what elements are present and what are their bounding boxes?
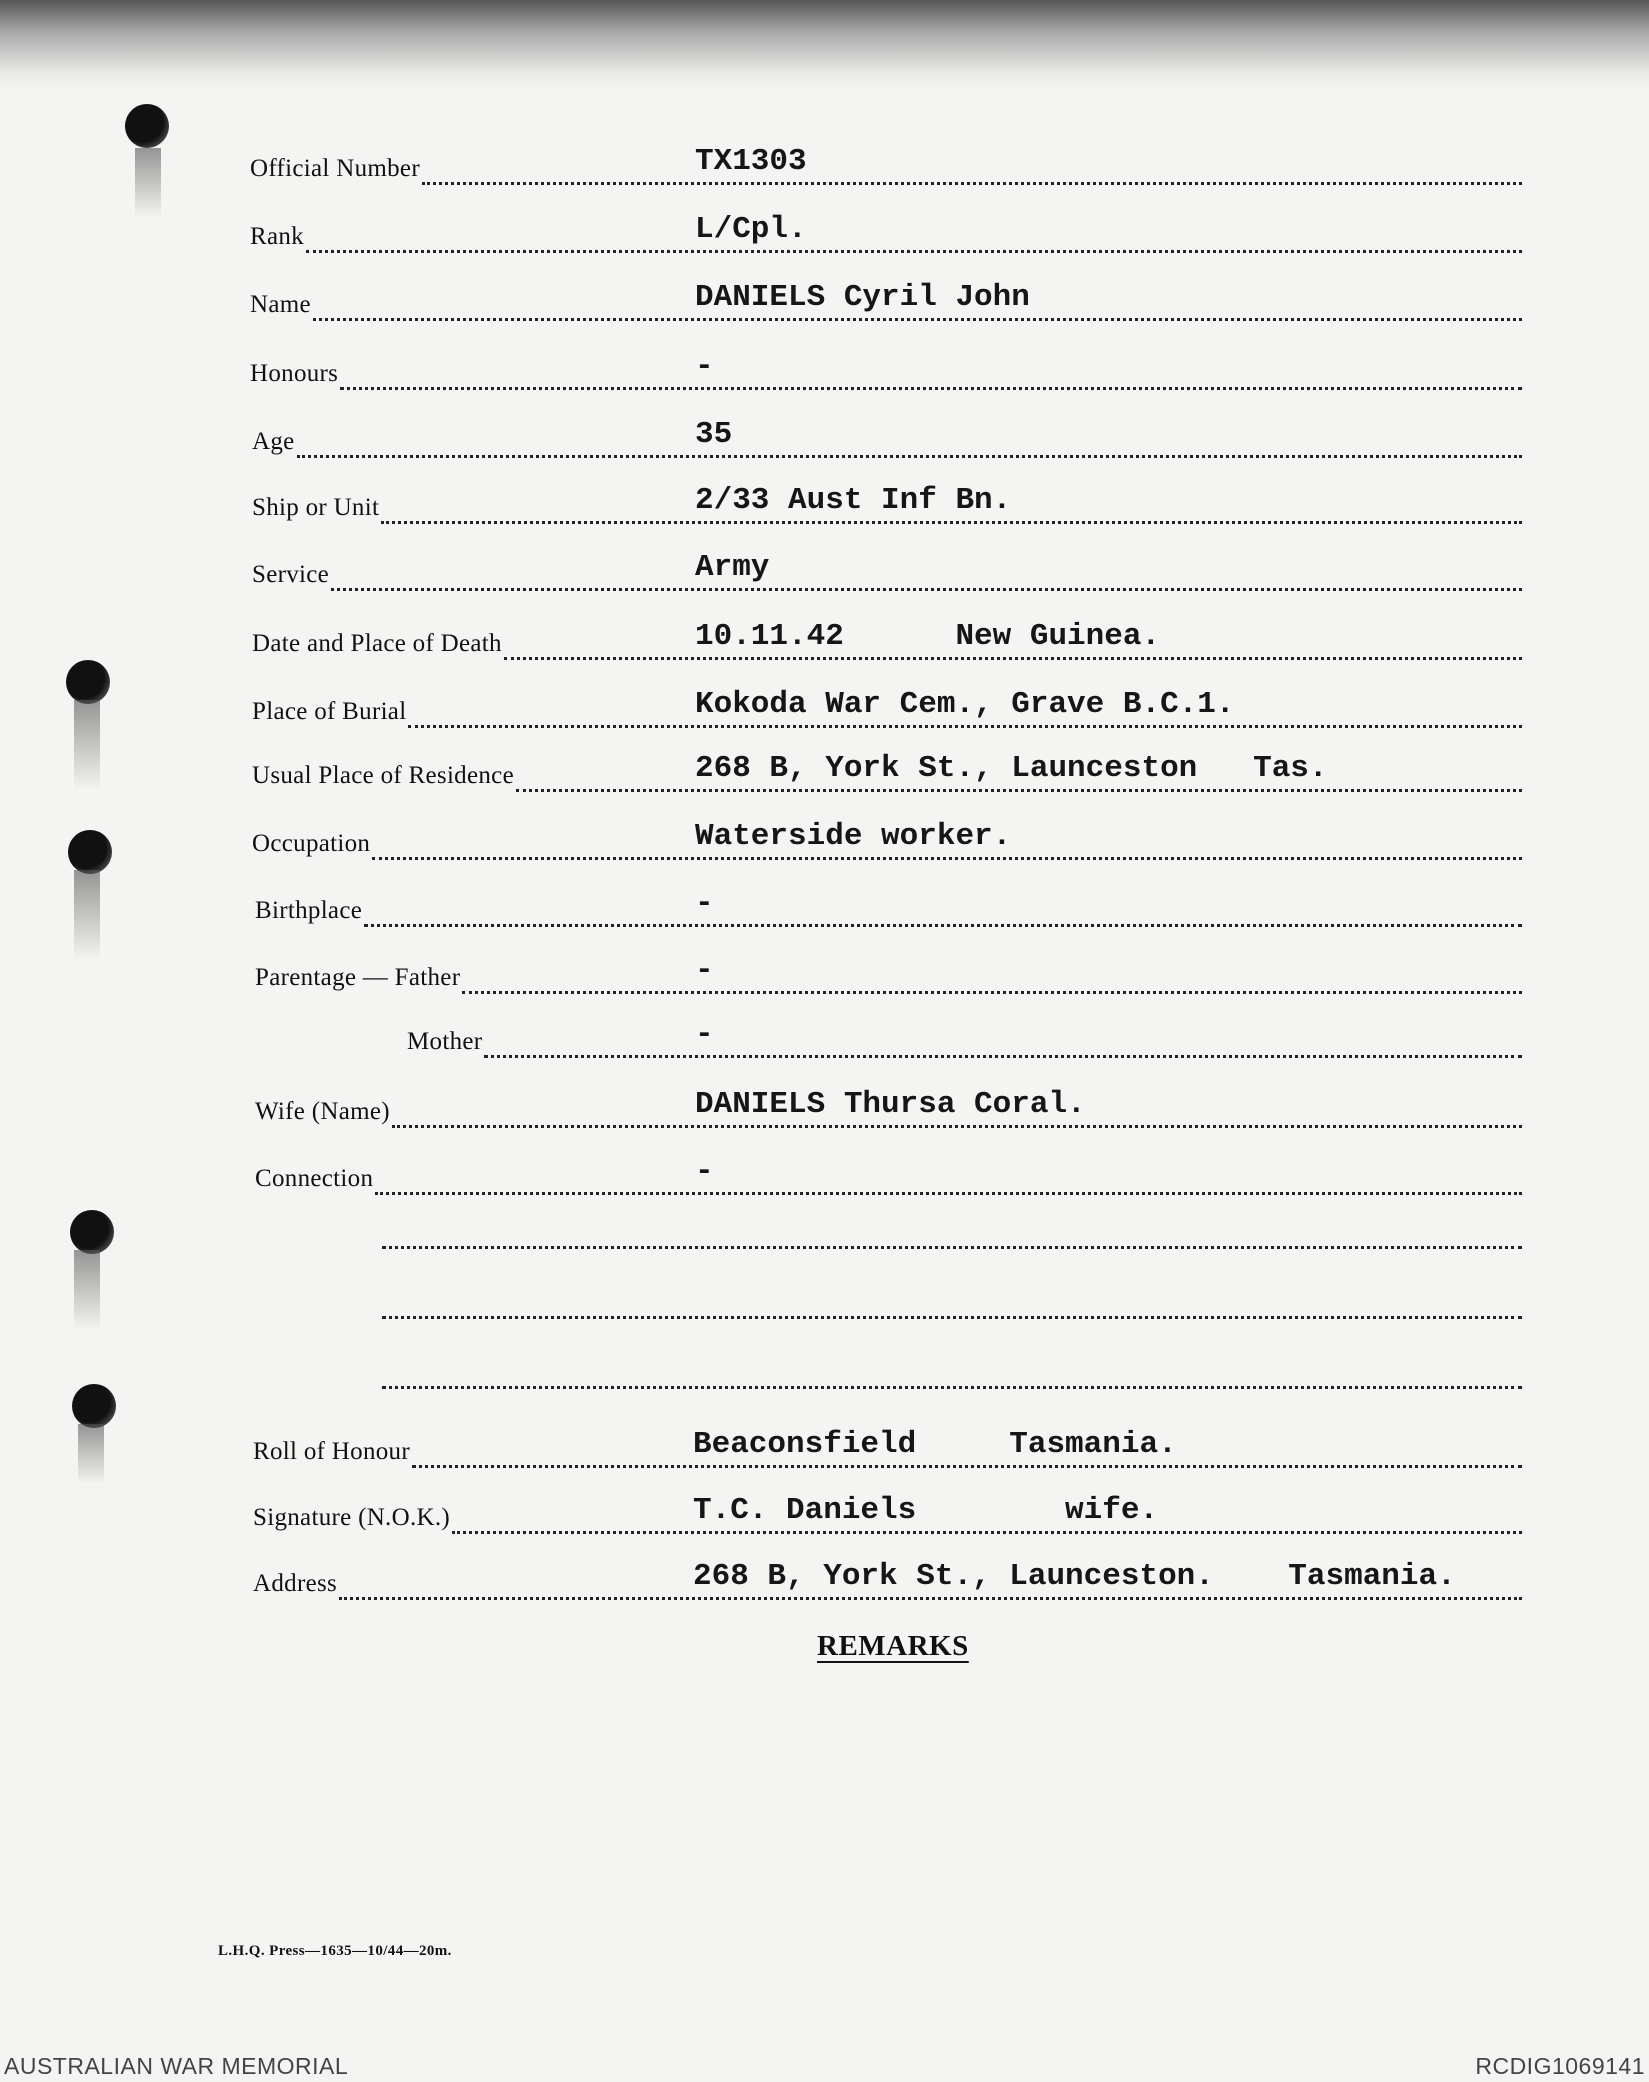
field-label: Name [250,291,311,318]
dotted-leader [340,383,1522,390]
form-row [250,620,1522,660]
field-label: Birthplace [255,897,363,924]
field-label: Place of Burial [252,698,407,725]
field-label: Age [252,428,295,455]
form-row [250,551,1522,591]
field-value: 2/33 Aust Inf Bn. [695,483,1012,518]
form-row [250,1560,1522,1600]
field-value: Beaconsfield Tasmania. [693,1427,1177,1462]
dotted-leader [306,246,1522,253]
punch-hole-streak [78,1424,104,1484]
printer-note: L.H.Q. Press—1635—10/44—20m. [218,1943,452,1959]
dotted-leader [504,653,1522,660]
form-row [250,484,1522,524]
field-value: DANIELS Thursa Coral. [695,1087,1086,1122]
blank-dotted-line [382,1242,1522,1249]
form-row [250,1018,1522,1058]
form-row [250,820,1522,860]
punch-hole-streak [74,700,100,790]
punch-hole [66,660,110,704]
dotted-leader [364,920,1522,927]
field-value: - [695,1154,714,1189]
form-row [250,1155,1522,1195]
dotted-leader [381,517,1522,524]
dotted-leader [339,1593,1522,1600]
punch-hole [72,1384,116,1428]
blank-dotted-line [382,1312,1522,1319]
field-value: TX1303 [695,144,807,179]
field-label: Official Number [250,155,420,182]
field-value: 35 [695,417,733,452]
footer-record-id: RCDIG1069141 [1475,2053,1645,2079]
dotted-leader [408,721,1522,728]
field-label: Honours [250,360,339,387]
dotted-leader [313,314,1522,321]
punch-hole [68,830,112,874]
field-label: Signature (N.O.K.) [253,1504,451,1531]
form-row [250,1494,1522,1534]
field-value: Kokoda War Cem., Grave B.C.1. [695,687,1235,722]
field-label: Mother [407,1028,483,1055]
dotted-leader [412,1461,1522,1468]
dotted-leader [372,853,1522,860]
form-row [250,688,1522,728]
punch-hole [70,1210,114,1254]
footer-archive-name: AUSTRALIAN WAR MEMORIAL [4,2053,349,2079]
field-label: Service [252,561,330,588]
field-label: Wife (Name) [255,1098,390,1125]
form-row [250,145,1522,185]
form-row [250,1088,1522,1128]
form-row [250,1428,1522,1468]
dotted-leader [516,785,1522,792]
field-value: Army [695,550,770,585]
field-label: Date and Place of Death [252,630,502,657]
form-row [250,887,1522,927]
punch-hole [125,104,169,148]
punch-hole-streak [74,1250,100,1330]
form-row [250,350,1522,390]
field-label: Parentage — Father [255,964,461,991]
dotted-leader [422,178,1522,185]
field-value: DANIELS Cyril John [695,280,1030,315]
field-label: Roll of Honour [253,1438,410,1465]
dotted-leader [452,1527,1522,1534]
dotted-leader [392,1121,1522,1128]
dotted-leader [297,451,1522,458]
punch-hole-streak [74,870,100,960]
field-value: 10.11.42 New Guinea. [695,619,1161,654]
dotted-leader [331,584,1522,591]
field-value: - [695,886,714,921]
field-value: L/Cpl. [695,212,807,247]
dotted-leader [462,987,1522,994]
field-value: - [695,349,714,384]
dotted-leader [375,1188,1522,1195]
field-label: Occupation [252,830,371,857]
blank-dotted-line [382,1382,1522,1389]
form-row [250,752,1522,792]
field-value: T.C. Daniels wife. [693,1493,1159,1528]
form-row [250,418,1522,458]
dotted-leader [484,1051,1522,1058]
field-value: 268 B, York St., Launceston. Tasmania. [693,1559,1456,1594]
remarks-heading: REMARKS [817,1630,969,1662]
field-label: Connection [255,1165,374,1192]
field-value: 268 B, York St., Launceston Tas. [695,751,1328,786]
form-row [250,281,1522,321]
field-value: - [695,953,714,988]
field-label: Usual Place of Residence [252,762,514,789]
field-value: - [695,1017,714,1052]
scan-top-shadow [0,0,1649,90]
field-label: Rank [250,223,304,250]
field-label: Address [253,1570,338,1597]
punch-hole-streak [135,148,161,218]
field-value: Waterside worker. [695,819,1012,854]
form-row [250,213,1522,253]
form-row [250,954,1522,994]
field-label: Ship or Unit [252,494,380,521]
